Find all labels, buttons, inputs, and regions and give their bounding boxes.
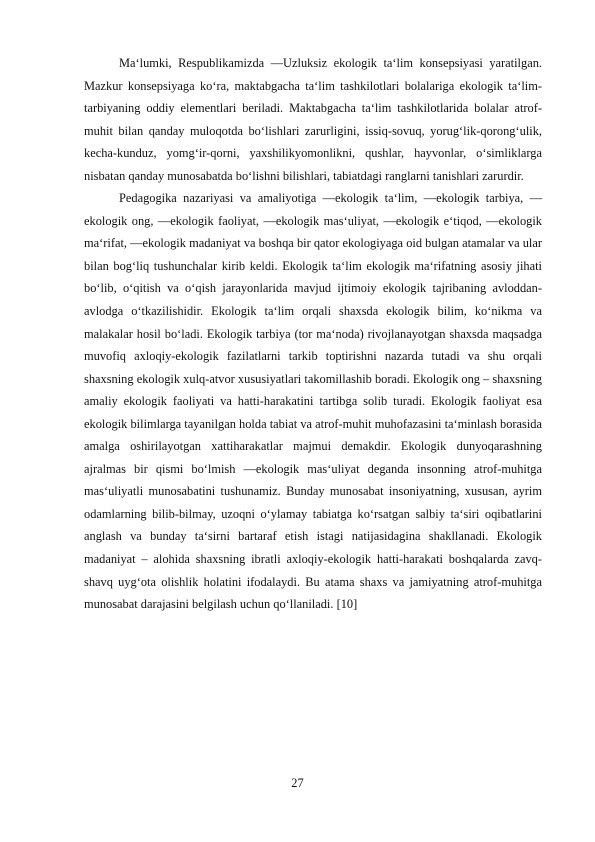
paragraph-1: Ma‘lumki, Respublikamizda —Uzluksiz ekologik ta‘lim konsepsiyasi yaratilgan. Mazkur konsepsiyaga ko‘ra, maktabgacha ta‘lim tashkilotlari bolalariga ekologik ta‘lim-tarbiyaning oddiy elementlari beriladi. Maktabgacha ta‘lim tashkilotlarida bolalar atrof-muhit bilan qanday muloqotda bo‘lishlari zarurligini, issiq-sovuq, yorug‘lik-qorong‘ulik, kecha-kunduz, yomg‘ir-qorni, yaxshilikyomonlikni, qushlar, hayvonlar, o‘simliklarga nisbatan qanday munosabatda bo‘lishni bilishlari, tabiatdagi ranglarni tanishlari zarurdir. xyxy=(84,56,542,183)
page-number: 27 xyxy=(291,776,304,790)
body-text xyxy=(84,52,542,616)
paragraph-2: Pedagogika nazariyasi va amaliyotiga —ekologik ta‘lim, —ekologik tarbiya, —ekologik ong, —ekologik faoliyat, —ekologik mas‘uliyat, —ekologik e‘tiqod, —ekologik ma‘rifat, —ekologik madaniyat va boshqa bir qator ekologiyaga oid bulgan atamalar va ular bilan bog‘liq tushunchalar kirib keldi. Ekologik ta‘lim ekologik ma‘rifatning asosiy jihati bo‘lib, o‘qitish va o‘qish jarayonlarida mavjud ijtimoiy ekologik tajribaning avloddan-avlodga o‘tkazilishidir. Ekologik ta‘lim orqali shaxsda ekologik bilim, ko‘nikma va malakalar hosil bo‘ladi. Ekologik tarbiya (tor ma‘noda) rivojlanayotgan shaxsda maqsadga muvofiq axloqiy-ekologik fazilatlarni tarkib toptirishni nazarda tutadi va shu orqali shaxsning ekologik xulq-atvor xususiyatlari takomillashib boradi. Ekologik ong – shaxsning amaliy ekologik faoliyati va hatti-harakatini tartibga solib turadi. Ekologik faoliyat esa ekologik bilimlarga tayanilgan holda tabiat va atrof-muhit muhofazasini ta‘minlash borasida amalga oshirilayotgan xattiharakatlar majmui demakdir. Ekologik dunyoqarashning ajralmas bir qismi bo‘lmish —ekologik mas‘uliyat deganda insonning atrof-muhitga mas‘uliyatli munosabatini tushunamiz. Bunday munosabat insoniyatning, xususan, ayrim odamlarning bilib-bilmay, uzoqni o‘ylamay tabiatga ko‘rsatgan salbiy ta‘siri oqibatlarini anglash va bunday ta‘sirni bartaraf etish istagi natijasidagina shakllanadi. Ekologik madaniyat – alohida shaxsning ibratli axloqiy-ekologik hatti-harakati boshqalarda zavq-shavq uyg‘ota olishlik holatini ifodalaydi. Bu atama shaxs va jamiyatning atrof-muhitga munosabat darajasini belgilash uchun qo‘llaniladi. [10] xyxy=(84,191,542,612)
